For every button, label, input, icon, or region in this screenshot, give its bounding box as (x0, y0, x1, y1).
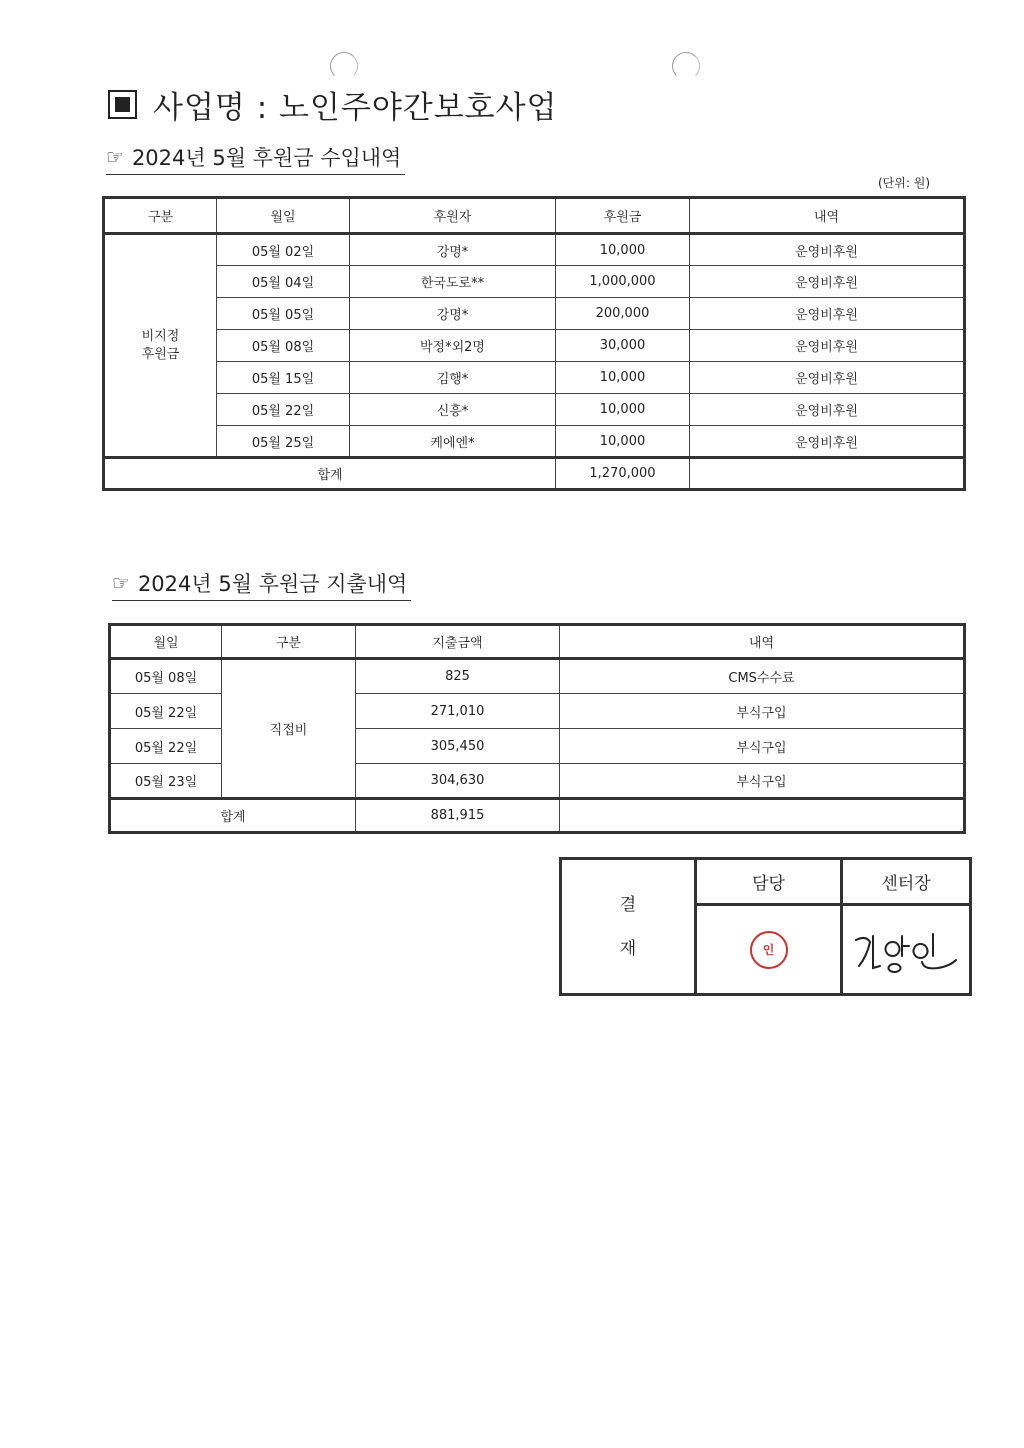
income-amount: 10,000 (556, 426, 690, 458)
expense-amount: 304,630 (356, 764, 560, 799)
approval-box (559, 857, 972, 996)
expense-desc: 부식구입 (560, 764, 965, 799)
income-donor: 신흥* (350, 394, 556, 426)
income-donor: 강명* (350, 234, 556, 266)
table-row (104, 330, 965, 362)
income-header-desc: 내역 (690, 198, 965, 234)
approval-label (561, 859, 696, 995)
seal-stamp: 인 (750, 931, 788, 969)
expense-total-amount: 881,915 (356, 799, 560, 833)
expense-date: 05월 08일 (110, 659, 222, 694)
table-row (104, 394, 965, 426)
income-desc: 운영비후원 (690, 426, 965, 458)
income-donor: 박정*외2명 (350, 330, 556, 362)
table-row (104, 266, 965, 298)
income-heading (106, 142, 405, 175)
expense-date: 05월 23일 (110, 764, 222, 799)
approval-col-director: 센터장 (842, 859, 971, 905)
expense-heading-text: 2024년 5월 후원금 지출내역 (137, 572, 408, 596)
approval-stamp-cell (696, 905, 842, 995)
income-donor: 김행* (350, 362, 556, 394)
income-header-date: 월일 (217, 198, 350, 234)
expense-table (108, 623, 966, 834)
pointing-hand-icon: ☞ (112, 571, 130, 595)
income-total-row (104, 458, 965, 490)
expense-amount: 271,010 (356, 694, 560, 729)
expense-header-row (110, 625, 965, 659)
signature (843, 926, 969, 974)
expense-header-date: 월일 (110, 625, 222, 659)
expense-date: 05월 22일 (110, 729, 222, 764)
punch-hole-right (672, 52, 700, 80)
expense-total-label: 합계 (110, 799, 356, 833)
expense-header-category: 구분 (222, 625, 356, 659)
approval-label-top: 결 (619, 894, 637, 915)
approval-label-bottom: 재 (619, 938, 637, 959)
expense-desc: CMS수수료 (560, 659, 965, 694)
income-donor: 한국도로** (350, 266, 556, 298)
expense-date: 05월 22일 (110, 694, 222, 729)
income-date: 05월 25일 (217, 426, 350, 458)
income-amount: 1,000,000 (556, 266, 690, 298)
pointing-hand-icon: ☞ (106, 145, 124, 169)
table-row (104, 362, 965, 394)
expense-header-amount: 지출금액 (356, 625, 560, 659)
income-donor: 강명* (350, 298, 556, 330)
income-header-amount: 후원금 (556, 198, 690, 234)
table-row (104, 298, 965, 330)
income-desc: 운영비후원 (690, 362, 965, 394)
income-header-donor: 후원자 (350, 198, 556, 234)
income-date: 05월 22일 (217, 394, 350, 426)
income-total-label: 합계 (104, 458, 556, 490)
income-amount: 10,000 (556, 234, 690, 266)
income-amount: 10,000 (556, 394, 690, 426)
punch-hole-left (330, 52, 358, 80)
table-row (110, 659, 965, 694)
approval-signature-cell (842, 905, 971, 995)
approval-col-staff: 담당 (696, 859, 842, 905)
expense-desc: 부식구입 (560, 694, 965, 729)
income-amount: 30,000 (556, 330, 690, 362)
income-total-amount: 1,270,000 (556, 458, 690, 490)
expense-amount: 305,450 (356, 729, 560, 764)
income-desc: 운영비후원 (690, 330, 965, 362)
table-row (104, 234, 965, 266)
income-date: 05월 05일 (217, 298, 350, 330)
expense-amount: 825 (356, 659, 560, 694)
income-heading-text: 2024년 5월 후원금 수입내역 (131, 146, 402, 170)
income-group-label: 비지정 후원금 (104, 234, 217, 458)
signature-mark (848, 926, 964, 974)
income-date: 05월 02일 (217, 234, 350, 266)
income-desc: 운영비후원 (690, 266, 965, 298)
page-title (108, 82, 558, 127)
table-row (104, 426, 965, 458)
page-title-text: 사업명 : 노인주야간보호사업 (153, 90, 558, 126)
income-desc: 운영비후원 (690, 394, 965, 426)
expense-header-desc: 내역 (560, 625, 965, 659)
income-date: 05월 08일 (217, 330, 350, 362)
income-date: 05월 15일 (217, 362, 350, 394)
income-desc: 운영비후원 (690, 234, 965, 266)
income-amount: 200,000 (556, 298, 690, 330)
income-amount: 10,000 (556, 362, 690, 394)
expense-total-row (110, 799, 965, 833)
income-date: 05월 04일 (217, 266, 350, 298)
expense-heading (112, 568, 411, 601)
unit-label: (단위: 원) (878, 176, 930, 190)
income-header-category: 구분 (104, 198, 217, 234)
income-table (102, 196, 966, 491)
income-donor: 케에엔* (350, 426, 556, 458)
expense-desc: 부식구입 (560, 729, 965, 764)
income-desc: 운영비후원 (690, 298, 965, 330)
square-bullet-icon (108, 90, 137, 119)
expense-group-label: 직접비 (222, 659, 356, 799)
income-header-row (104, 198, 965, 234)
expense-total-desc (560, 799, 965, 833)
income-total-desc (690, 458, 965, 490)
